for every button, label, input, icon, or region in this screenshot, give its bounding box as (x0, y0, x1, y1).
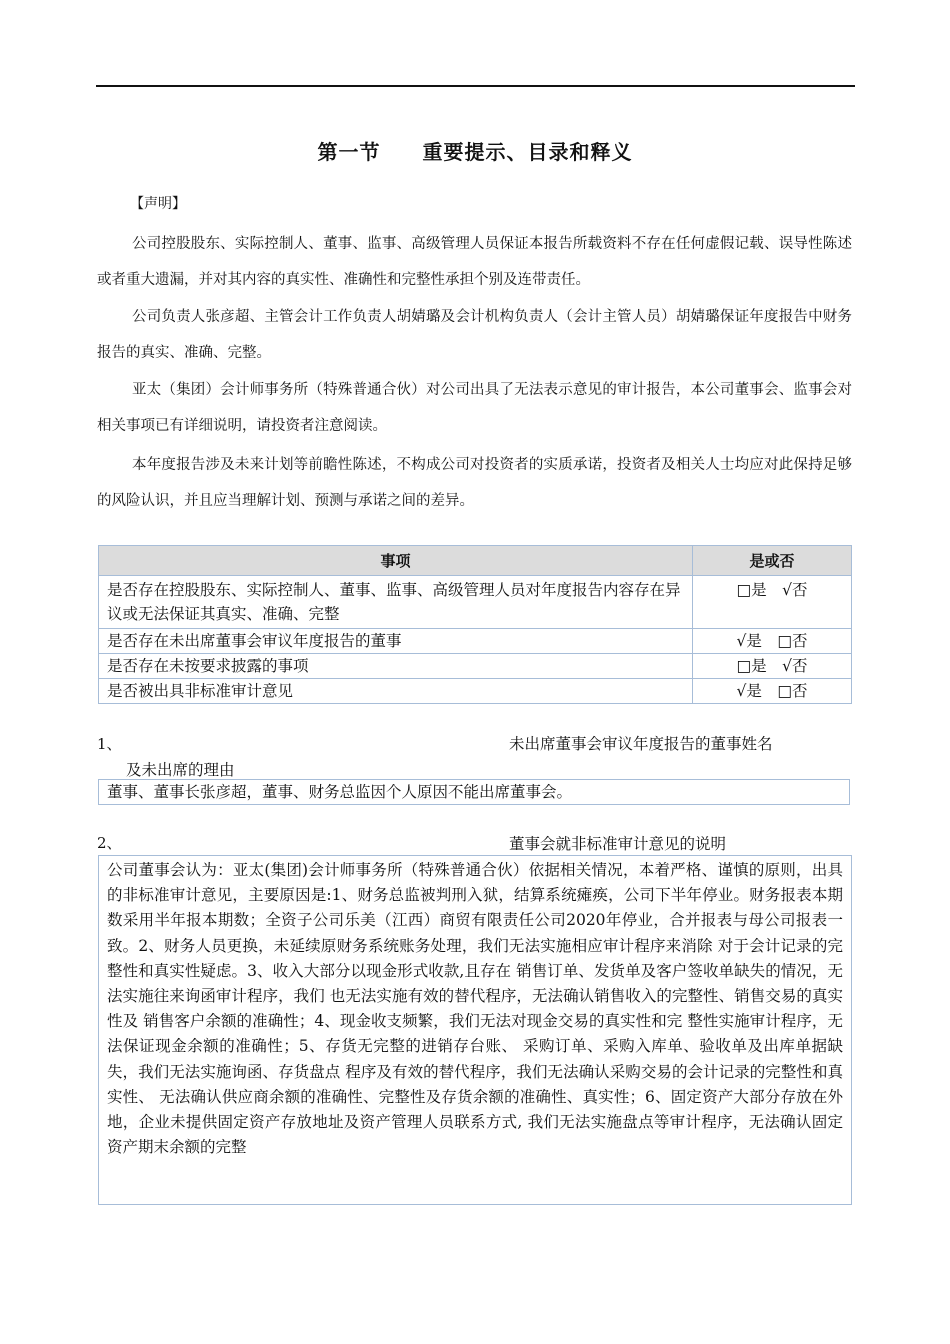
declaration-paragraph: 本年度报告涉及未来计划等前瞻性陈述，不构成公司对投资者的实质承诺，投资者及相关人士均应对此保持足够的风险认识，并且应当理解计划、预测与承诺之间的差异。 (97, 457, 852, 509)
section-2-title: 董事会就非标准审计意见的说明 (509, 835, 727, 853)
matter-item: 是否存在控股股东、实际控制人、董事、监事、高级管理人员对年度报告内容存在异议或无法保证其真实、准确、完整 (99, 576, 693, 629)
matter-item: 是否存在未按要求披露的事项 (99, 654, 693, 679)
section-1-content-box: 董事、董事长张彦超，董事、财务总监因个人原因不能出席董事会。 (98, 779, 850, 805)
matter-answer: □是 √否 (693, 576, 852, 629)
declaration-paragraph: 亚太（集团）会计师事务所（特殊普通合伙）对公司出具了无法表示意见的审计报告，本公司董事会、监事会对相关事项已有详细说明，请投资者注意阅读。 (97, 382, 852, 434)
table-header-row (99, 546, 852, 576)
table-row (99, 654, 852, 679)
matter-answer: √是 □否 (693, 629, 852, 654)
matters-table (98, 545, 852, 704)
column-header-answer: 是或否 (693, 546, 852, 576)
section-1-title-continued: 及未出席的理由 (126, 761, 235, 779)
column-header-item: 事项 (99, 546, 693, 576)
section-1-number: 1、 (97, 735, 122, 753)
section-2-content-box: 公司董事会认为：亚太(集团)会计师事务所（特殊普通合伙）依据相关情况，本着严格、谨慎的原则，出具的非标准审计意见，主要原因是:1、财务总监被判刑入狱，结算系统瘫痪，公司下半年停业。财务报表本期数采用半年报本期数；全资子公司乐美（江西）商贸有限责任公司2020年停业，合并报表与母公司报表一致。2、财务人员更换，未延续原财务系统账务处理，我们无法实施相应审计程序来消除 对于会计记录的完整性和真实性疑虑。3、收入大部分以现金形式收款,且存在 销售订单、发货单及客户签收单缺失的情况，无法实施往来询函审计程序，我们 也无法实施有效的替代程序，无法确认销售收入的完整性、销售交易的真实性及 销售客户余额的准确性；4、现金收支频繁，我们无法对现金交易的真实性和完 整性实施审计程序，无法保证现金余额的准确性；5、存货无完整的进销存台账、 采购订单、采购入库单、验收单及出库单据缺失，我们无法实施询函、存货盘点 程序及有效的替代程序，我们无法确认采购交易的会计记录的完整性和真实性、 无法确认供应商余额的准确性、完整性及存货余额的准确性、真实性；6、固定资产大部分存放在外地，企业未提供固定资产存放地址及资产管理人员联系方式, 我们无法实施盘点等审计程序，无法确认固定资产期末余额的完整 (98, 855, 852, 1205)
matter-item: 是否存在未出席董事会审议年度报告的董事 (99, 629, 693, 654)
table-row (99, 679, 852, 704)
section-2-number: 2、 (97, 834, 122, 852)
section-1-title: 未出席董事会审议年度报告的董事姓名 (509, 735, 773, 753)
declaration-paragraph: 公司负责人张彦超、主管会计工作负责人胡婧璐及会计机构负责人（会计主管人员）胡婧璐保证年度报告中财务报告的真实、准确、完整。 (97, 309, 852, 361)
table-row (99, 576, 852, 629)
matter-answer: □是 √否 (693, 654, 852, 679)
declaration-paragraph: 公司控股股东、实际控制人、董事、监事、高级管理人员保证本报告所载资料不存在任何虚假记载、误导性陈述或者重大遗漏，并对其内容的真实性、准确性和完整性承担个别及连带责任。 (97, 236, 852, 288)
header-rule (96, 85, 855, 87)
matter-answer: √是 □否 (693, 679, 852, 704)
declaration-label: 【声明】 (130, 196, 186, 212)
table-row (99, 629, 852, 654)
matter-item: 是否被出具非标准审计意见 (99, 679, 693, 704)
section-title: 第一节 重要提示、目录和释义 (317, 140, 633, 164)
